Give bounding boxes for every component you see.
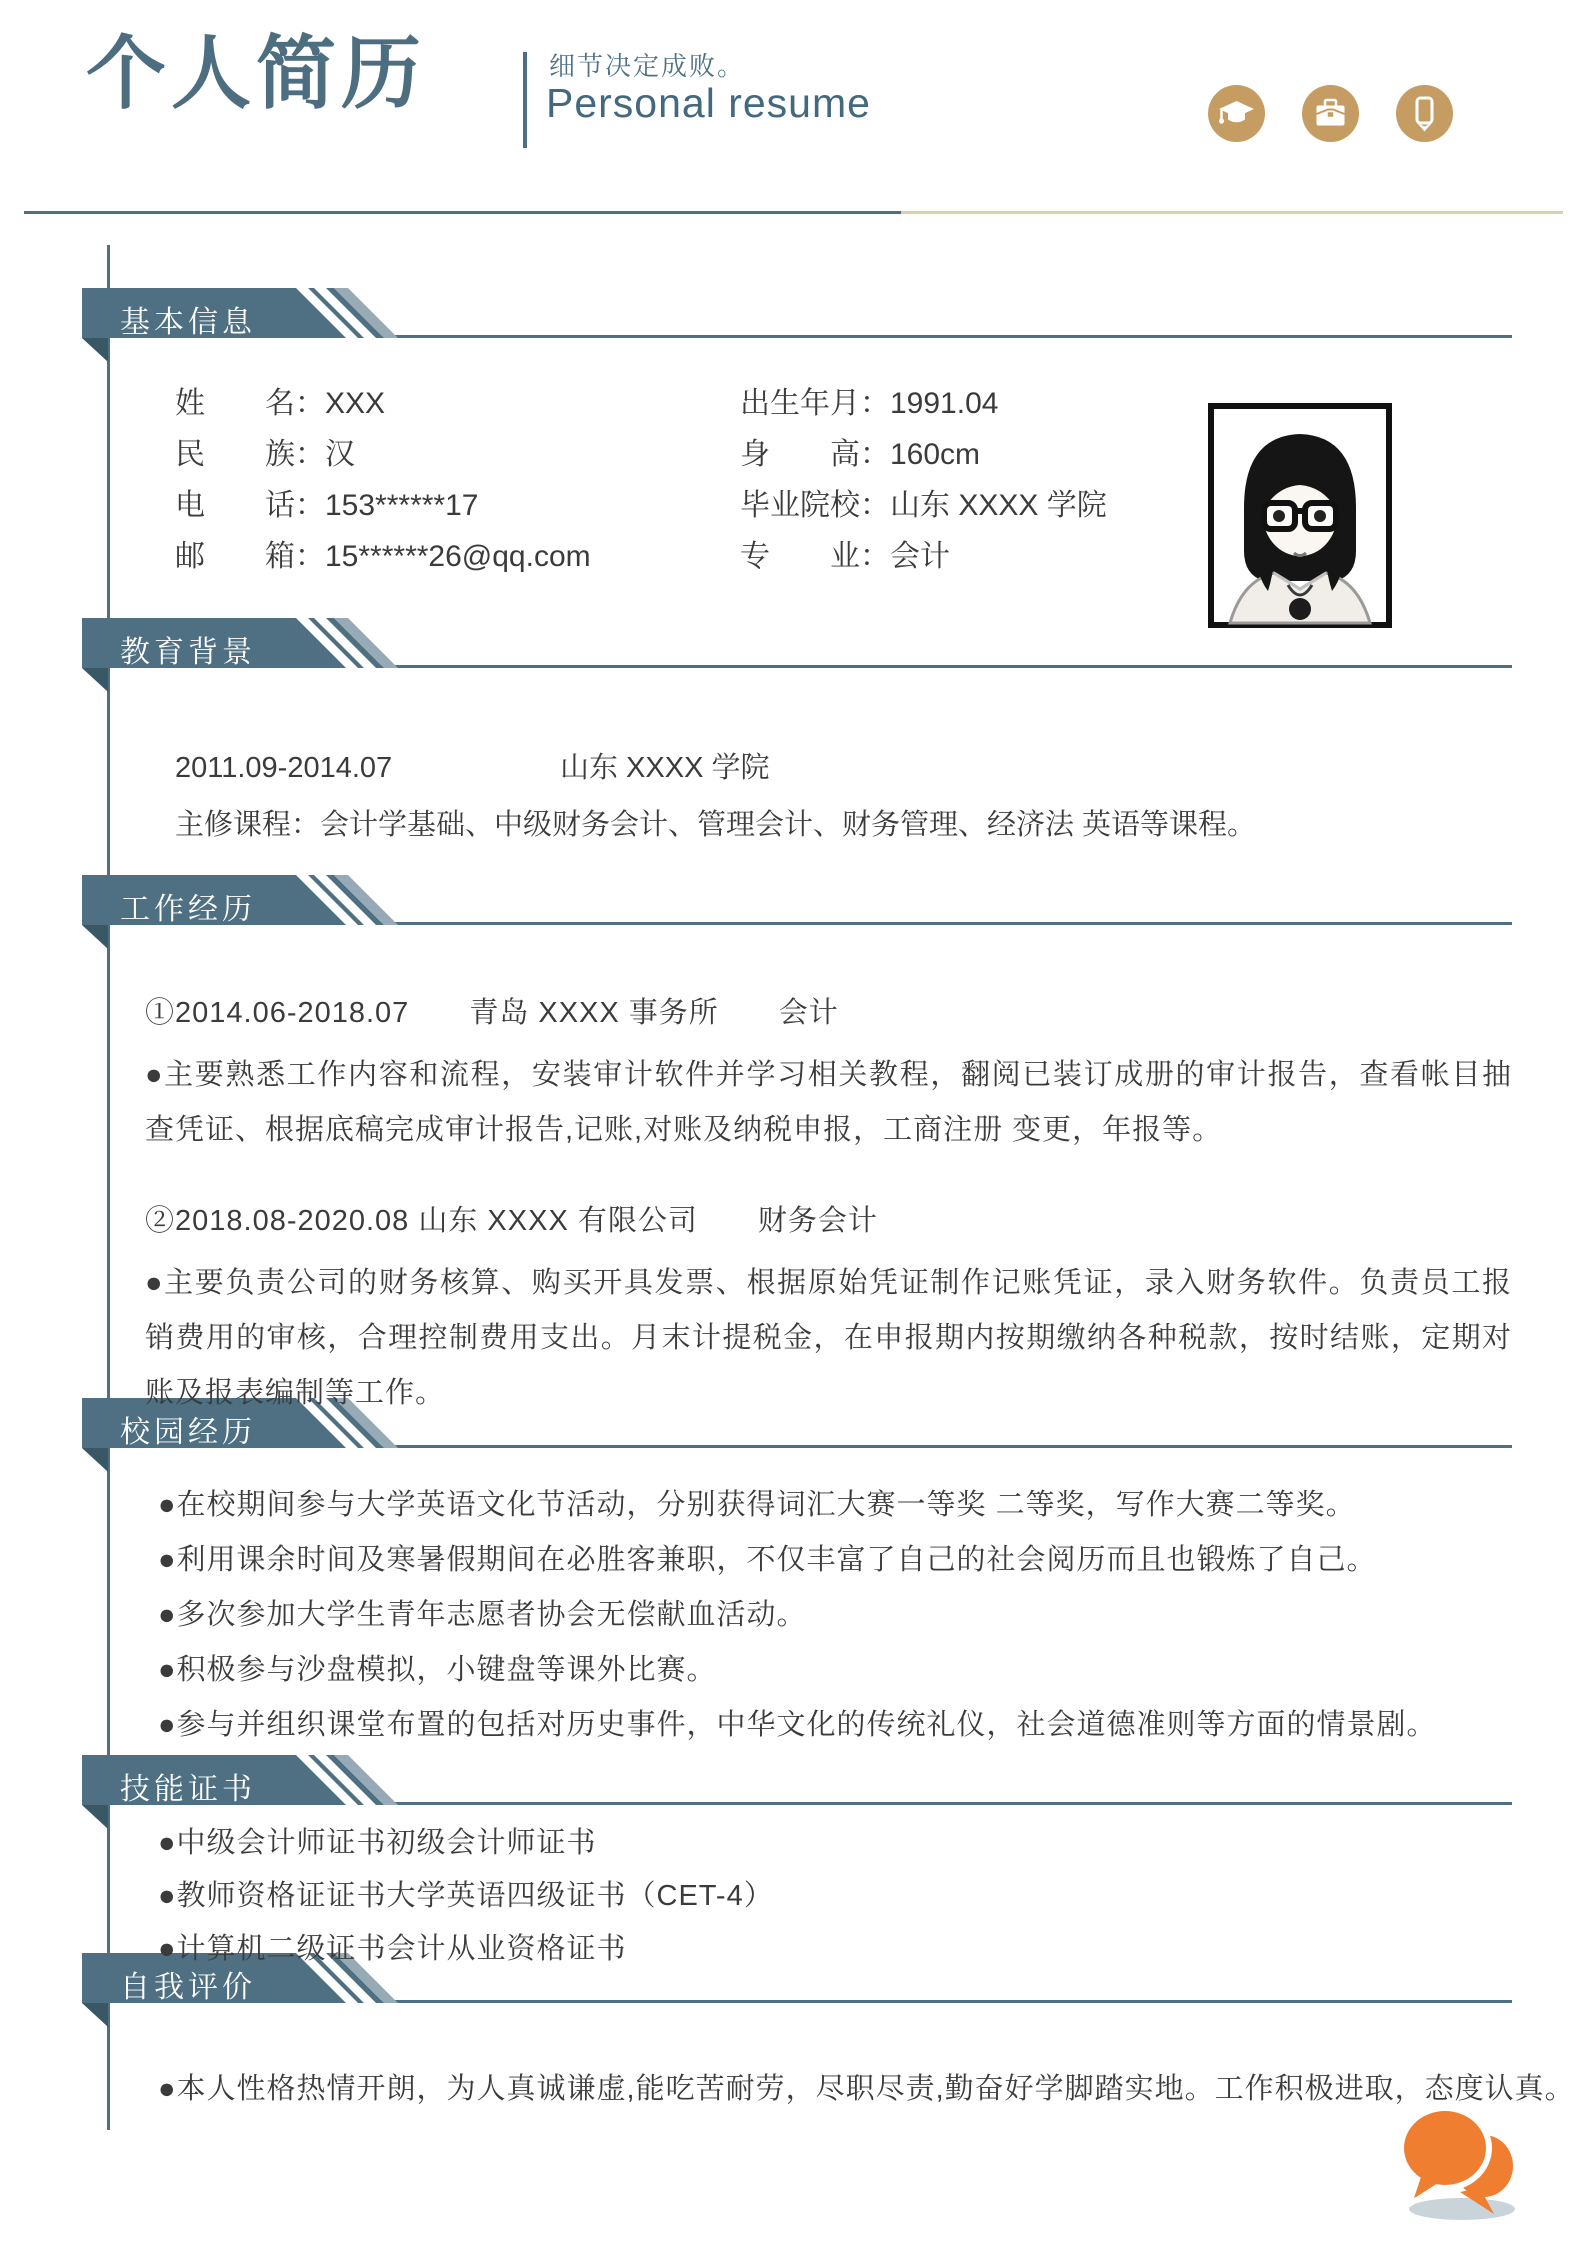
field-label: 电 话： (175, 489, 325, 522)
section-heading-self: 自我评价 (120, 1971, 256, 2004)
campus-bullet-list (158, 1478, 1437, 1753)
field-value: 153******17 (325, 489, 479, 522)
field-label: 姓 名： (175, 387, 325, 420)
work-entry-2-detail: ●主要负责公司的财务核算、购买开具发票、根据原始凭证制作记账凭证，录入财务软件。负责员工报销费用的审核，合理控制费用支出。月末计提税金，在申报期内按期缴纳各种税款，按时结账，定期对账及报表编制等工作。 (145, 1267, 1512, 1409)
left-vertical-rule (107, 245, 110, 2130)
bullet-item: ●利用课余时间及寒暑假期间在必胜客兼职，不仅丰富了自己的社会阅历而且也锻炼了自己。 (158, 1544, 1377, 1576)
section-heading-skills: 技能证书 (120, 1773, 256, 1806)
field-major (740, 531, 1107, 582)
field-label: 专 业： (740, 540, 890, 573)
bullet-item: ●本人性格热情开朗，为人真诚谦虚,能吃苦耐劳，尽职尽责,勤奋好学脚踏实地。工作积极进取，态度认真。 (158, 2073, 1575, 2105)
section-banner-work (82, 875, 422, 951)
briefcase-icon (1302, 85, 1359, 142)
field-value: 160cm (890, 438, 981, 471)
field-height (740, 429, 1107, 480)
education-school: 山东 XXXX 学院 (560, 752, 770, 784)
field-label: 毕业院校： (740, 489, 890, 522)
field-value: 汉 (325, 438, 355, 471)
section-banner-basic (82, 288, 422, 364)
field-label: 出生年月： (740, 387, 890, 420)
header-rule (24, 211, 1563, 214)
bullet-item: ●教师资格证证书大学英语四级证书（CET-4） (158, 1880, 774, 1912)
section-heading-campus: 校园经历 (120, 1416, 256, 1449)
field-label: 民 族： (175, 438, 325, 471)
field-label: 邮 箱： (175, 540, 325, 573)
field-value: XXX (325, 387, 386, 420)
field-name (175, 378, 591, 429)
skills-bullet-list (158, 1817, 774, 1976)
field-label: 身 高： (740, 438, 890, 471)
self-evaluation-bullet-list (158, 2062, 1575, 2117)
section-heading-edu: 教育背景 (120, 636, 256, 669)
bullet-item: ●计算机二级证书会计从业资格证书 (158, 1933, 627, 1965)
section-heading-basic: 基本信息 (120, 306, 256, 339)
header-icon-group (1208, 85, 1453, 142)
work-entry-1-detail: ●主要熟悉工作内容和流程，安装审计软件并学习相关教程，翻阅已装订成册的审计报告，查看帐目抽查凭证、根据底稿完成审计报告,记账,对账及纳税申报，工商注册 变更，年报等。 (145, 1059, 1512, 1146)
bullet-item: ●积极参与沙盘模拟，小键盘等课外比赛。 (158, 1654, 717, 1686)
field-phone (175, 480, 591, 531)
field-email (175, 531, 591, 582)
field-birth (740, 378, 1107, 429)
basic-info-right-column (740, 378, 1107, 582)
bullet-item: ●中级会计师证书初级会计师证书 (158, 1827, 597, 1859)
page-title: 个人简历 (86, 29, 426, 118)
header-tagline: 细节决定成败。 (549, 51, 746, 81)
field-value: 会计 (890, 540, 950, 573)
field-value: 1991.04 (890, 387, 999, 420)
basic-info-left-column (175, 378, 591, 582)
work-entry-2-title: ②2018.08-2020.08 山东 XXXX 有限公司 财务会计 (145, 1205, 878, 1237)
bullet-item: ●多次参加大学生青年志愿者协会无偿献血活动。 (158, 1599, 807, 1631)
header-subtitle: Personal resume (546, 80, 871, 126)
portrait-photo (1208, 403, 1392, 628)
work-entry-1-title: ①2014.06-2018.07 青岛 XXXX 事务所 会计 (145, 997, 839, 1029)
pen-icon (1396, 85, 1453, 142)
bullet-item: ●参与并组织课堂布置的包括对历史事件，中华文化的传统礼仪，社会道德准则等方面的情景剧。 (158, 1709, 1437, 1741)
field-value: 15******26@qq.com (325, 540, 591, 573)
chat-bubbles-icon (1392, 2088, 1527, 2233)
section-banner-edu (82, 618, 422, 694)
header-divider-bar (523, 52, 527, 148)
field-school (740, 480, 1107, 531)
education-period: 2011.09-2014.07 (175, 752, 393, 784)
field-value: 山东 XXXX 学院 (890, 489, 1107, 522)
graduation-cap-icon (1208, 85, 1265, 142)
education-entry (175, 745, 770, 786)
field-ethnicity (175, 429, 591, 480)
education-courses: 主修课程：会计学基础、中级财务会计、管理会计、财务管理、经济法 英语等课程。 (175, 809, 1257, 841)
bullet-item: ●在校期间参与大学英语文化节活动，分别获得词汇大赛一等奖 二等奖，写作大赛二等奖。 (158, 1489, 1356, 1521)
section-heading-work: 工作经历 (120, 893, 256, 926)
